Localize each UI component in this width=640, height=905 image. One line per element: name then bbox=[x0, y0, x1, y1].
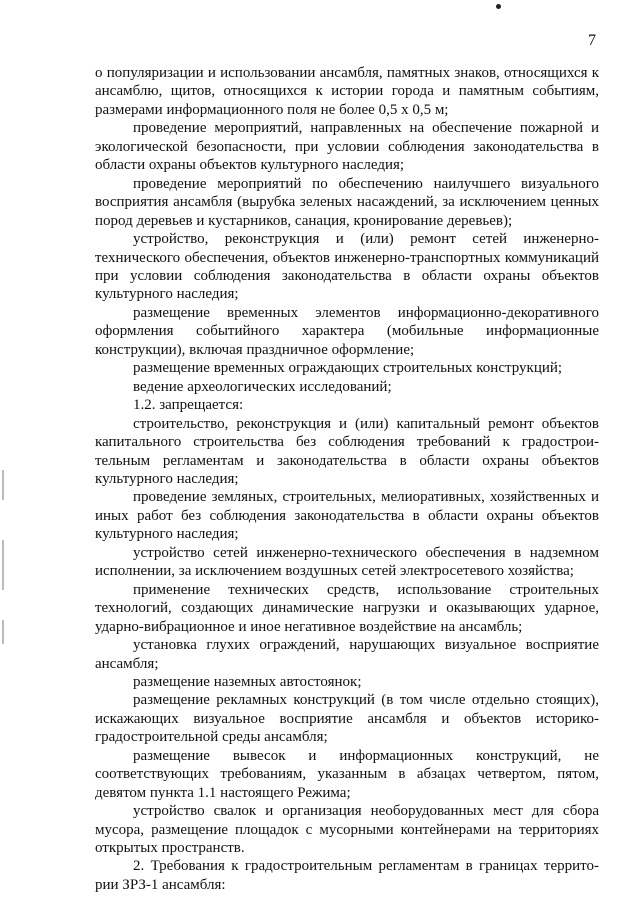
paragraph-technical-means: применение технических средств, использование строительных технологий, создающих динамические нагрузки и оказывающих ударное, ударно-вибрационное и иное негативное воздействие на ансамбль; bbox=[95, 581, 599, 635]
paragraph-overhead-networks: устройство сетей инженерно-технического обеспечения в надземном исполнении, за исключением воздушных сетей электросетевого хозяйства; bbox=[95, 544, 599, 580]
paragraph-temporary-decor: размещение временных элементов информационно-декоративного оформления событийного характера (мобильные информационные конструкции), включая праздничное оформление; bbox=[95, 304, 599, 358]
paragraph-earthworks: проведение земляных, строительных, мелиоративных, хозяйственных и иных работ без соблюдения законодательства в области охраны объектов культурного наследия; bbox=[95, 489, 599, 543]
paragraph-visual-perception: проведение мероприятий по обеспечению наилучшего визуального восприятия ансамбля (вырубка зеленых насаждений, за исключением ценных пород деревьев и кустарников, санация, кронирование деревьев); bbox=[95, 175, 599, 229]
paragraph-dumps: устройство свалок и организация необорудованных мест для сбора мусора, размещение площадок с мусорными контейнерами на территориях открытых пространств. bbox=[95, 803, 599, 857]
scan-edge-mark bbox=[2, 620, 4, 644]
paragraph-archaeology: ведение археологических исследований; bbox=[133, 378, 392, 395]
paragraph-engineering-networks: устройство, реконструкция и (или) ремонт сетей инженерно-технического обеспечения, объектов инженерно-транспортных коммуникаций при условии соблюдения законодательства в области охраны объектов культурного наследия; bbox=[95, 231, 599, 303]
page-number: 7 bbox=[588, 32, 596, 49]
body-text bbox=[95, 64, 599, 894]
scan-speck bbox=[496, 4, 501, 9]
section-zrz1-heading: 2. Требования к градостроительным регламентам в границах территории ЗРЗ-1 ансамбля: bbox=[95, 858, 599, 893]
paragraph-solid-fences: установка глухих ограждений, нарушающих визуальное восприятие ансамбля; bbox=[95, 637, 599, 672]
paragraph-temporary-fences: размещение временных ограждающих строительных конструкций; bbox=[133, 360, 563, 377]
paragraph-signage: размещение вывесок и информационных конструкций, не соответствующих требованиям, указанным в абзацах четвертом, пятом, девятом пункта 1.1 настоящего Режима; bbox=[95, 747, 599, 801]
scan-edge-mark bbox=[2, 470, 4, 500]
paragraph-construction: строительство, реконструкция и (или) капитальный ремонт объектов капитального строительства без соблюдения требований к градостроительным регламентам и законодательства в области охраны объектов культурного наследия; bbox=[95, 415, 599, 487]
paragraph-fire-safety: проведение мероприятий, направленных на обеспечение пожарной и экологической безопасности, при условии соблюдения законодательства в области охраны объектов культурного наследия; bbox=[95, 120, 599, 174]
paragraph-parking: размещение наземных автостоянок; bbox=[133, 673, 362, 690]
scan-edge-mark bbox=[2, 540, 4, 590]
paragraph-advertising: размещение рекламных конструкций (в том числе отдельно стоящих), искажающих визуальное восприятие ансамбля и объектов историко-градостроительной среды ансамбля; bbox=[95, 692, 599, 746]
paragraph-continuation: о популяризации и использовании ансамбля, памятных знаков, относящихся к ансамблю, щитов, относящихся к истории города и памятным событиям, размерами информационного поля не более 0,5 х 0,5 м; bbox=[95, 65, 599, 118]
section-prohibited-heading: 1.2. запрещается: bbox=[133, 397, 244, 414]
